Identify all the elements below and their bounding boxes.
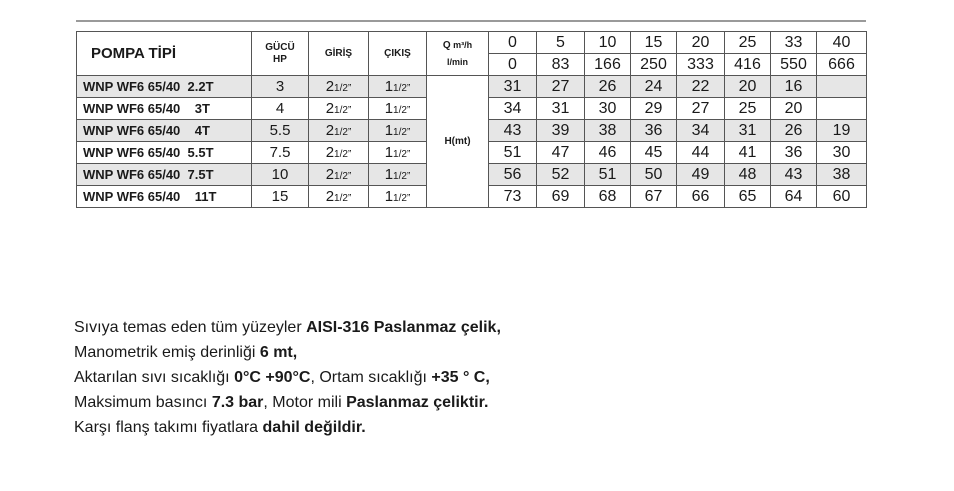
flow-lmin-cell: 0 [489,54,537,76]
flow-lmin-cell: 166 [585,54,631,76]
model-cell: WNP WF6 65/40 7.5T [77,164,252,186]
header-q-unit-lmin: l/min [446,57,468,67]
cikis-frac: 1/2” [393,149,411,160]
head-value-cell: 39 [537,120,585,142]
header-gucu-line2: HP [273,53,287,65]
head-value-cell: 66 [677,186,725,208]
note-bold-text: Paslanmaz çeliktir. [346,394,489,411]
head-value-cell: 48 [725,164,771,186]
cikis-cell [369,186,427,208]
header-q-unit-m3h: m³/h [453,40,473,50]
cikis-int: 1 [384,100,394,117]
model-cell: WNP WF6 65/40 3T [77,98,252,120]
head-value-cell [817,76,867,98]
cikis-int: 1 [384,78,394,95]
head-value-cell: 68 [585,186,631,208]
head-value-cell: 65 [725,186,771,208]
cikis-int: 1 [384,188,394,205]
top-rule [76,20,866,22]
giris-cell [309,186,369,208]
note-line [74,315,501,340]
head-value-cell: 43 [771,164,817,186]
giris-frac: 1/2” [334,127,352,138]
head-value-cell: 20 [725,76,771,98]
note-text: , Ortam sıcaklığı [310,369,432,386]
notes-block [74,315,501,440]
hp-cell: 10 [252,164,309,186]
hp-cell: 3 [252,76,309,98]
note-text: Aktarılan sıvı sıcaklığı [74,369,235,386]
head-value-cell: 22 [677,76,725,98]
model-cell: WNP WF6 65/40 11T [77,186,252,208]
head-value-cell: 31 [725,120,771,142]
head-value-cell: 27 [677,98,725,120]
head-value-cell: 25 [725,98,771,120]
note-bold-text: dahil değildir. [262,419,366,436]
flow-m3h-cell: 5 [537,32,585,54]
head-value-cell: 27 [537,76,585,98]
giris-frac: 1/2” [334,193,352,204]
hp-cell: 4 [252,98,309,120]
note-bold-text: +35 ° C, [431,369,490,386]
note-text: , Motor mili [263,394,347,411]
head-value-cell: 30 [585,98,631,120]
flow-m3h-cell: 15 [631,32,677,54]
head-value-cell: 30 [817,142,867,164]
header-gucu [252,32,309,76]
head-value-cell: 67 [631,186,677,208]
head-value-cell: 56 [489,164,537,186]
model-cell: WNP WF6 65/40 4T [77,120,252,142]
note-line [74,340,501,365]
cikis-frac: 1/2” [393,193,411,204]
head-value-cell: 26 [585,76,631,98]
head-value-cell: 34 [677,120,725,142]
header-row-1 [77,32,867,54]
head-value-cell: 50 [631,164,677,186]
hp-cell: 5.5 [252,120,309,142]
flow-m3h-cell: 40 [817,32,867,54]
cikis-cell [369,98,427,120]
flow-lmin-cell: 333 [677,54,725,76]
cikis-frac: 1/2” [393,127,411,138]
cikis-frac: 1/2” [393,83,411,94]
giris-frac: 1/2” [334,83,352,94]
note-bold-text: AISI-316 Paslanmaz çelik, [306,319,501,336]
head-value-cell: 43 [489,120,537,142]
cikis-int: 1 [384,166,394,183]
head-value-cell: 51 [489,142,537,164]
head-value-cell: 60 [817,186,867,208]
cikis-cell [369,76,427,98]
header-q [427,32,489,76]
table-row [77,76,867,98]
head-value-cell: 31 [537,98,585,120]
header-cikis: ÇIKIŞ [369,32,427,76]
flow-lmin-cell: 550 [771,54,817,76]
head-value-cell: 19 [817,120,867,142]
flow-m3h-cell: 33 [771,32,817,54]
cikis-cell [369,120,427,142]
model-cell: WNP WF6 65/40 2.2T [77,76,252,98]
head-value-cell [817,98,867,120]
giris-cell [309,164,369,186]
note-bold-text: 0°C +90°C [234,369,311,386]
note-bold-text: 6 mt, [259,344,298,361]
giris-cell [309,76,369,98]
head-value-cell: 46 [585,142,631,164]
note-text: Sıvıya temas eden tüm yüzeyler [74,319,307,336]
cikis-int: 1 [384,144,394,161]
note-line [74,365,501,390]
head-value-cell: 45 [631,142,677,164]
head-value-cell: 24 [631,76,677,98]
cikis-cell [369,142,427,164]
head-value-cell: 47 [537,142,585,164]
cikis-frac: 1/2” [393,105,411,116]
giris-frac: 1/2” [334,171,352,182]
giris-int: 2 [325,144,335,161]
giris-int: 2 [325,188,335,205]
note-text: Maksimum basıncı [74,394,212,411]
giris-frac: 1/2” [334,149,352,160]
head-value-cell: 38 [817,164,867,186]
giris-int: 2 [325,166,335,183]
giris-int: 2 [325,100,335,117]
head-value-cell: 29 [631,98,677,120]
cikis-cell [369,164,427,186]
head-value-cell: 20 [771,98,817,120]
flow-m3h-cell: 25 [725,32,771,54]
flow-m3h-cell: 0 [489,32,537,54]
head-value-cell: 51 [585,164,631,186]
h-mt-label: H(mt) [427,76,489,208]
giris-int: 2 [325,78,335,95]
flow-lmin-cell: 83 [537,54,585,76]
flow-m3h-cell: 20 [677,32,725,54]
head-value-cell: 41 [725,142,771,164]
head-value-cell: 26 [771,120,817,142]
cikis-frac: 1/2” [393,171,411,182]
header-q-letter: Q [442,40,451,51]
head-value-cell: 44 [677,142,725,164]
note-text: Karşı flanş takımı fiyatlara [74,419,263,436]
header-pompa-tipi: POMPA TİPİ [77,32,252,76]
head-value-cell: 52 [537,164,585,186]
head-value-cell: 73 [489,186,537,208]
giris-int: 2 [325,122,335,139]
giris-cell [309,142,369,164]
flow-m3h-cell: 10 [585,32,631,54]
pump-performance-table [76,31,867,208]
header-giris: GİRİŞ [309,32,369,76]
note-line [74,390,501,415]
cikis-int: 1 [384,122,394,139]
giris-cell [309,98,369,120]
head-value-cell: 69 [537,186,585,208]
header-gucu-line1: GÜCÜ [265,41,295,53]
giris-cell [309,120,369,142]
hp-cell: 15 [252,186,309,208]
head-value-cell: 64 [771,186,817,208]
head-value-cell: 49 [677,164,725,186]
flow-lmin-cell: 666 [817,54,867,76]
head-value-cell: 36 [631,120,677,142]
head-value-cell: 38 [585,120,631,142]
giris-frac: 1/2” [334,105,352,116]
note-text: Manometrik emiş derinliği [74,344,260,361]
head-value-cell: 34 [489,98,537,120]
hp-cell: 7.5 [252,142,309,164]
head-value-cell: 16 [771,76,817,98]
note-line [74,415,501,440]
model-cell: WNP WF6 65/40 5.5T [77,142,252,164]
note-bold-text: 7.3 bar [211,394,264,411]
flow-lmin-cell: 416 [725,54,771,76]
head-value-cell: 36 [771,142,817,164]
head-value-cell: 31 [489,76,537,98]
flow-lmin-cell: 250 [631,54,677,76]
